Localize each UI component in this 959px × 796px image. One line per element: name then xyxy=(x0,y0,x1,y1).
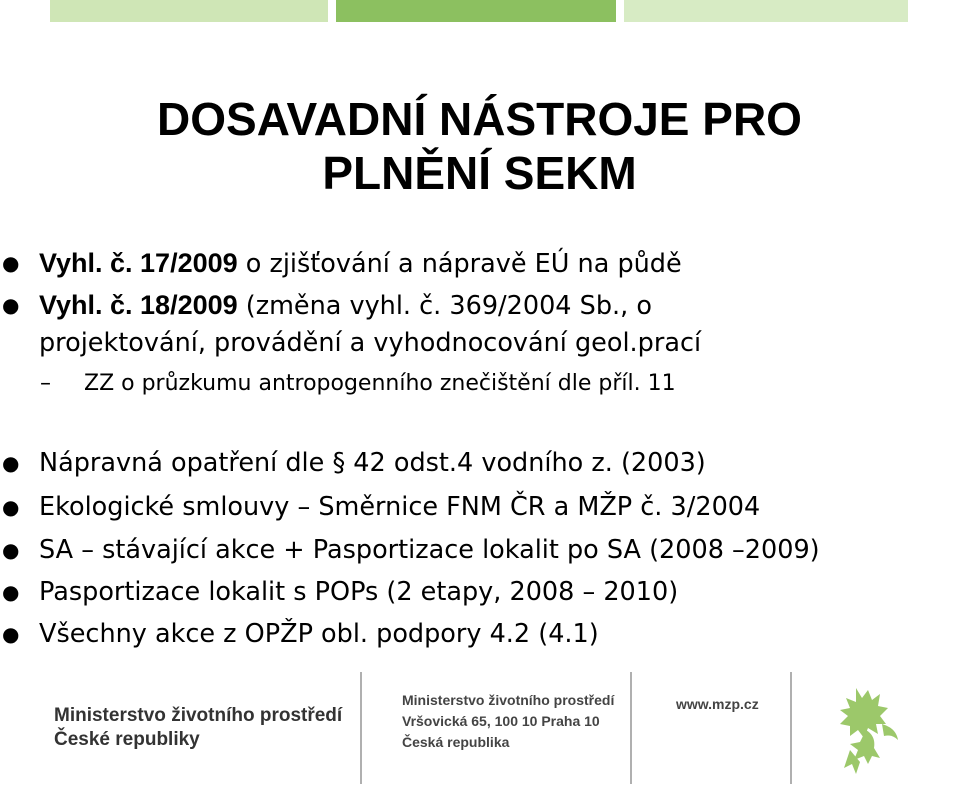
section-sign: § xyxy=(332,448,346,478)
divider xyxy=(630,672,632,784)
divider xyxy=(360,672,362,784)
ministry-country: České republiky xyxy=(54,729,200,750)
footer xyxy=(0,672,959,796)
top-bar-segment-3 xyxy=(624,0,908,22)
item-text: Nápravná opatření dle xyxy=(39,448,333,478)
bullet-dot-icon: ● xyxy=(2,495,20,519)
item-text: Pasportizace lokalit s POPs (2 etapy, 2008 – 2010) xyxy=(39,577,679,607)
divider xyxy=(790,672,792,784)
decree-ref: Vyhl. č. 18/2009 xyxy=(39,290,238,320)
item-text: SA – stávající akce + Pasportizace lokalit po SA (2008 –2009) xyxy=(39,535,820,565)
item-text: o zjišťování a nápravě EÚ na půdě xyxy=(237,249,682,279)
website-link[interactable]: www.mzp.cz xyxy=(676,696,759,712)
sub-item-text: ZZ o průzkumu antropogenního znečištění dle příl. 11 xyxy=(84,371,676,396)
address-line: Česká republika xyxy=(402,734,510,750)
ministry-logo-text xyxy=(54,704,342,752)
ministry-name: Ministerstvo životního prostředí xyxy=(54,705,343,726)
decree-ref: Vyhl. č. 17/2009 xyxy=(39,248,238,278)
bullet-dot-icon: ● xyxy=(2,451,20,475)
address-line: Ministerstvo životního prostředí xyxy=(402,692,615,708)
address-block xyxy=(402,690,614,753)
item-text: Ekologické smlouvy – Směrnice FNM ČR a MŽP č. 3/2004 xyxy=(39,492,761,522)
slide-title xyxy=(0,92,959,200)
bullet-dot-icon: ● xyxy=(2,538,20,562)
title-line-2: PLNĚNÍ SEKM xyxy=(322,147,637,199)
dash-icon: – xyxy=(40,371,51,396)
top-bar-segment-1 xyxy=(50,0,328,22)
bullet-dot-icon: ● xyxy=(2,251,20,275)
lion-emblem-icon xyxy=(826,680,916,780)
item-text: (změna vyhl. č. 369/2004 Sb. xyxy=(237,291,621,321)
bullet-dot-icon: ● xyxy=(2,293,20,317)
title-line-1: DOSAVADNÍ NÁSTROJE PRO xyxy=(157,93,802,145)
item-text: Všechny akce z OPŽP obl. podpory 4.2 (4.1) xyxy=(39,619,599,649)
bullet-dot-icon: ● xyxy=(2,580,20,604)
address-line: Vršovická 65, 100 10 Praha 10 xyxy=(402,713,600,729)
top-bar-segment-2 xyxy=(336,0,616,22)
item-text: 42 odst.4 vodního z. (2003) xyxy=(345,448,706,478)
item-text-cont: , o xyxy=(620,291,652,321)
item-text: projektování, provádění a vyhodnocování geol.prací xyxy=(39,328,702,358)
bullet-dot-icon: ● xyxy=(2,622,20,646)
